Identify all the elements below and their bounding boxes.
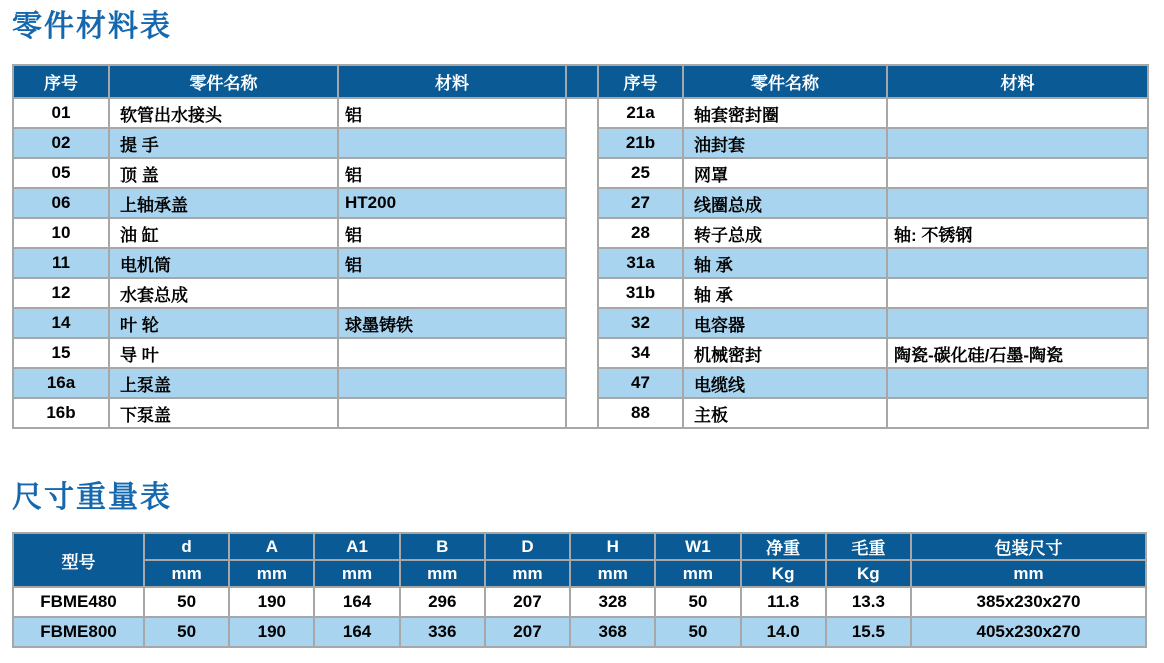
part-name: 油封套 — [683, 128, 887, 158]
part-name: 轴 承 — [683, 248, 887, 278]
column-header-material: 材料 — [338, 65, 566, 98]
column-header-number: 序号 — [13, 65, 109, 98]
part-material — [887, 188, 1148, 218]
part-number: 11 — [13, 248, 109, 278]
dims-column-unit: mm — [144, 560, 229, 587]
part-number: 10 — [13, 218, 109, 248]
part-number: 02 — [13, 128, 109, 158]
dims-column-label: A1 — [314, 533, 399, 560]
dims-column-label: W1 — [655, 533, 740, 560]
dims-value: 207 — [485, 617, 570, 647]
dims-value: 368 — [570, 617, 655, 647]
column-header-name: 零件名称 — [109, 65, 338, 98]
dims-column-unit: mm — [485, 560, 570, 587]
part-name: 轴套密封圈 — [683, 98, 887, 128]
column-header-material: 材料 — [887, 65, 1148, 98]
part-name: 提 手 — [109, 128, 338, 158]
part-material — [887, 278, 1148, 308]
part-name: 上泵盖 — [109, 368, 338, 398]
part-name: 电缆线 — [683, 368, 887, 398]
dims-column-unit: mm — [314, 560, 399, 587]
dims-value: 207 — [485, 587, 570, 617]
part-number: 32 — [598, 308, 683, 338]
dims-value: 328 — [570, 587, 655, 617]
dims-column-unit: mm — [911, 560, 1146, 587]
dims-value: 50 — [144, 617, 229, 647]
parts-table-header-row — [13, 65, 1148, 98]
part-material: 铝 — [338, 98, 566, 128]
part-number: 06 — [13, 188, 109, 218]
dims-column-label: A — [229, 533, 314, 560]
dims-column-label: B — [400, 533, 485, 560]
dims-header-units-row — [13, 560, 1146, 587]
dims-column-unit: Kg — [741, 560, 826, 587]
dims-table-row — [13, 587, 1146, 617]
dims-value: 13.3 — [826, 587, 911, 617]
dims-column-label: D — [485, 533, 570, 560]
part-material — [338, 338, 566, 368]
dims-column-unit: mm — [655, 560, 740, 587]
part-number: 16b — [13, 398, 109, 428]
parts-table-title: 零件材料表 — [12, 10, 172, 43]
column-header-name: 零件名称 — [683, 65, 887, 98]
part-number: 31a — [598, 248, 683, 278]
part-name: 水套总成 — [109, 278, 338, 308]
dims-value: 11.8 — [741, 587, 826, 617]
part-material — [887, 398, 1148, 428]
part-name: 油 缸 — [109, 218, 338, 248]
part-number: 12 — [13, 278, 109, 308]
part-material: 陶瓷-碳化硅/石墨-陶瓷 — [887, 338, 1148, 368]
part-number: 34 — [598, 338, 683, 368]
parts-material-table — [12, 64, 1149, 429]
part-material: HT200 — [338, 188, 566, 218]
dims-column-unit: mm — [400, 560, 485, 587]
model-name: FBME480 — [13, 587, 144, 617]
dims-value: 50 — [655, 617, 740, 647]
part-material — [887, 158, 1148, 188]
part-number: 05 — [13, 158, 109, 188]
part-name: 软管出水接头 — [109, 98, 338, 128]
dims-column-unit: mm — [570, 560, 655, 587]
dims-value: 164 — [314, 617, 399, 647]
part-name: 电容器 — [683, 308, 887, 338]
dims-value: 15.5 — [826, 617, 911, 647]
dims-column-unit: Kg — [826, 560, 911, 587]
dims-column-unit: mm — [229, 560, 314, 587]
part-number: 28 — [598, 218, 683, 248]
part-name: 转子总成 — [683, 218, 887, 248]
part-name: 顶 盖 — [109, 158, 338, 188]
dims-value: 296 — [400, 587, 485, 617]
dims-column-label: 毛重 — [826, 533, 911, 560]
column-header-model: 型号 — [13, 533, 144, 587]
part-name: 上轴承盖 — [109, 188, 338, 218]
part-material: 轴: 不锈钢 — [887, 218, 1148, 248]
dims-value: 336 — [400, 617, 485, 647]
part-material — [338, 368, 566, 398]
part-name: 轴 承 — [683, 278, 887, 308]
part-name: 导 叶 — [109, 338, 338, 368]
part-material — [887, 248, 1148, 278]
dims-value: 190 — [229, 587, 314, 617]
dims-value: 14.0 — [741, 617, 826, 647]
dims-value: 190 — [229, 617, 314, 647]
part-number: 25 — [598, 158, 683, 188]
part-name: 下泵盖 — [109, 398, 338, 428]
part-number: 16a — [13, 368, 109, 398]
part-material — [887, 368, 1148, 398]
part-number: 31b — [598, 278, 683, 308]
gap-column — [566, 98, 598, 428]
column-header-number: 序号 — [598, 65, 683, 98]
part-name: 叶 轮 — [109, 308, 338, 338]
part-material — [887, 128, 1148, 158]
dims-header-labels-row — [13, 533, 1146, 560]
part-number: 15 — [13, 338, 109, 368]
part-name: 线圈总成 — [683, 188, 887, 218]
part-material — [887, 308, 1148, 338]
dims-value: 385x230x270 — [911, 587, 1146, 617]
part-number: 88 — [598, 398, 683, 428]
part-material: 铝 — [338, 158, 566, 188]
dims-column-label: H — [570, 533, 655, 560]
dims-value: 50 — [144, 587, 229, 617]
dims-value: 50 — [655, 587, 740, 617]
parts-table-row — [13, 98, 1148, 128]
part-material — [338, 278, 566, 308]
part-name: 机械密封 — [683, 338, 887, 368]
dimensions-table-title: 尺寸重量表 — [12, 481, 172, 514]
part-material — [887, 98, 1148, 128]
part-name: 主板 — [683, 398, 887, 428]
gap-column-header — [566, 65, 598, 98]
part-name: 网罩 — [683, 158, 887, 188]
model-name: FBME800 — [13, 617, 144, 647]
dimension-weight-table — [12, 532, 1147, 648]
dims-value: 164 — [314, 587, 399, 617]
part-number: 14 — [13, 308, 109, 338]
dims-value: 405x230x270 — [911, 617, 1146, 647]
part-material: 铝 — [338, 218, 566, 248]
part-number: 27 — [598, 188, 683, 218]
dims-table-row — [13, 617, 1146, 647]
part-number: 21a — [598, 98, 683, 128]
part-material: 铝 — [338, 248, 566, 278]
dims-column-label: d — [144, 533, 229, 560]
part-number: 21b — [598, 128, 683, 158]
part-name: 电机筒 — [109, 248, 338, 278]
part-number: 01 — [13, 98, 109, 128]
dims-column-label: 包装尺寸 — [911, 533, 1146, 560]
dims-column-label: 净重 — [741, 533, 826, 560]
part-material — [338, 128, 566, 158]
part-material: 球墨铸铁 — [338, 308, 566, 338]
part-number: 47 — [598, 368, 683, 398]
part-material — [338, 398, 566, 428]
